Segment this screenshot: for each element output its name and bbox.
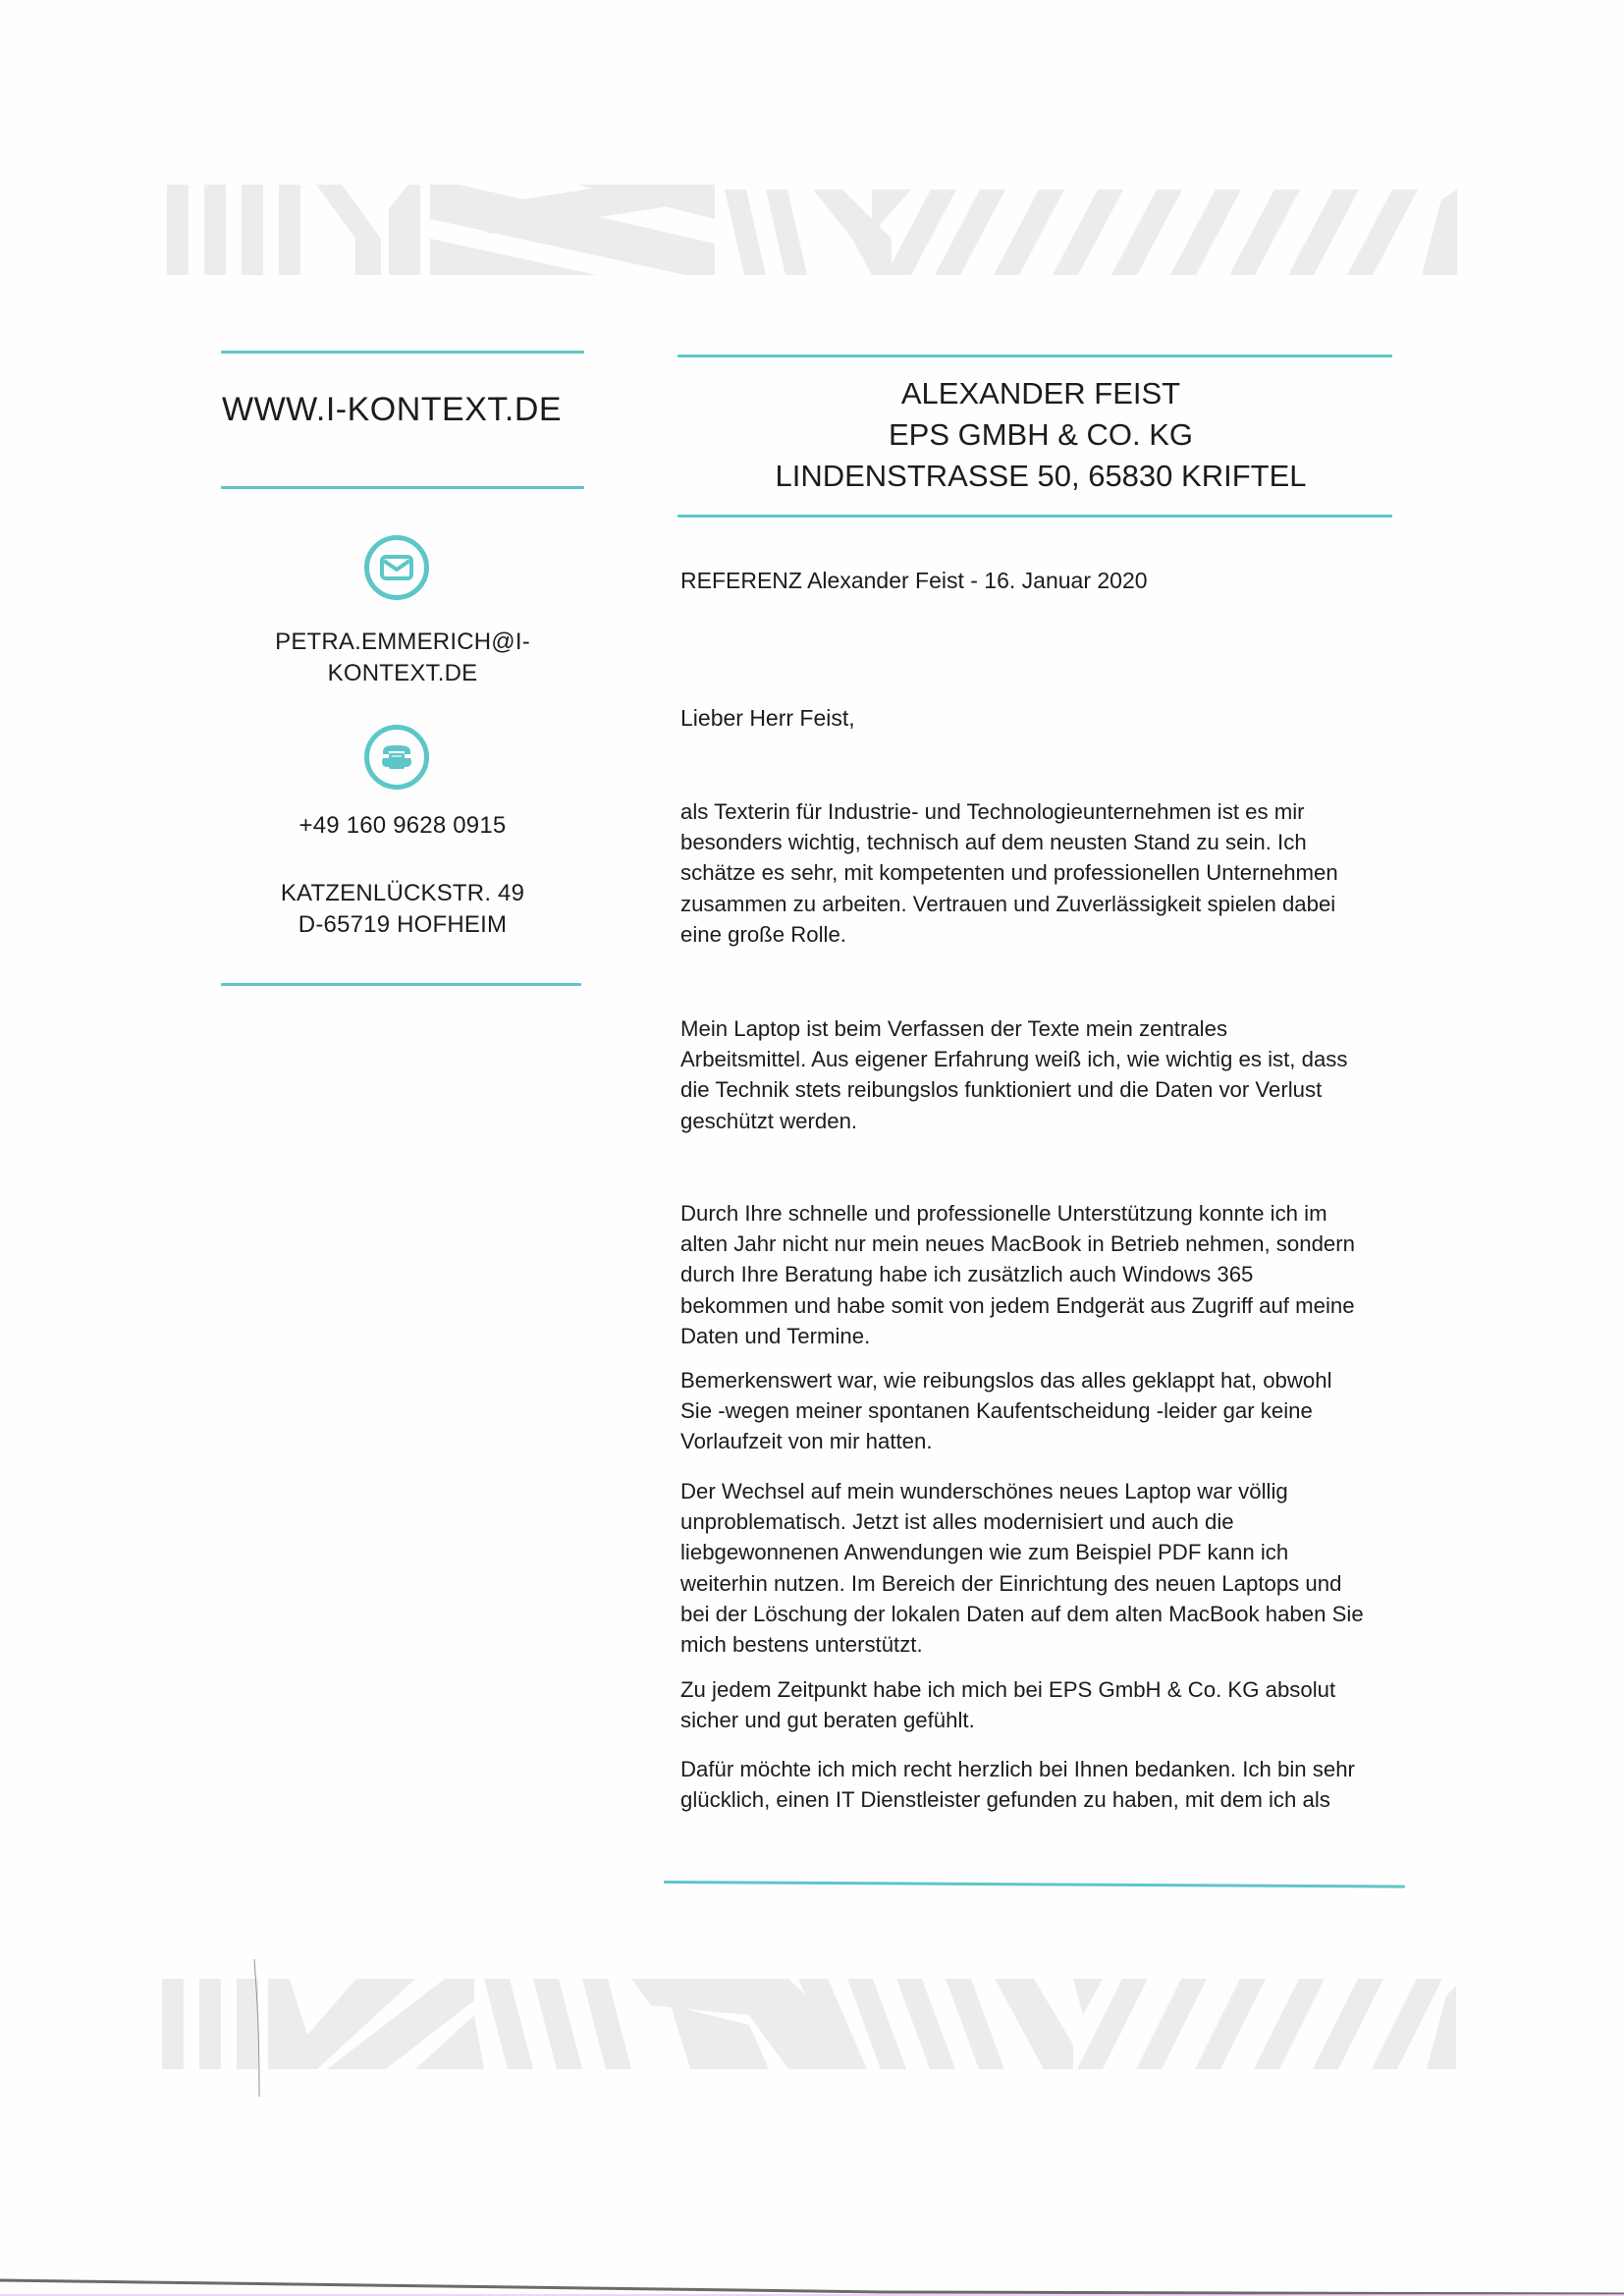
top-decorative-banner (165, 180, 1457, 278)
paragraph-line: besonders wichtig, technisch auf dem neusten Stand zu sein. Ich (680, 830, 1307, 855)
scan-edge-line (0, 2276, 1624, 2296)
paragraph-line: liebgewonnenen Anwendungen wie zum Beispiel PDF kann ich (680, 1540, 1289, 1565)
paragraph-line: Vorlaufzeit von mir hatten. (680, 1429, 933, 1454)
sidebar-bottom-rule (221, 983, 581, 986)
paragraph-3 (680, 1198, 1407, 1351)
reference-line: REFERENZ Alexander Feist - 16. Januar 2020 (680, 568, 1148, 593)
paragraph-line: Zu jedem Zeitpunkt habe ich mich bei EPS GmbH & Co. KG absolut (680, 1677, 1336, 1702)
paragraph-line: sicher und gut beraten gefühlt. (680, 1708, 975, 1733)
email-line-2: KONTEXT.DE (327, 660, 478, 686)
paragraph-line: unproblematisch. Jetzt ist alles modernisiert und auch die (680, 1509, 1234, 1535)
paragraph-line: Durch Ihre schnelle und professionelle Unterstützung konnte ich im (680, 1201, 1327, 1226)
envelope-icon (380, 555, 413, 580)
phone-icon-badge (364, 725, 429, 790)
paragraph-6 (680, 1674, 1407, 1735)
paragraph-line: Der Wechsel auf mein wunderschönes neues Laptop war völlig (680, 1479, 1288, 1503)
telephone-icon (379, 742, 414, 772)
address-street: KATZENLÜCKSTR. 49 (280, 880, 525, 906)
paragraph-line: die Technik stets reibungslos funktioniert und die Daten vor Verlust (680, 1077, 1323, 1103)
paragraph-line: bei der Löschung der lokalen Daten auf dem alten MacBook haben Sie (680, 1601, 1364, 1626)
paragraph-line: durch Ihre Beratung habe ich zusätzlich auch Windows 365 (680, 1262, 1254, 1287)
address-city: D-65719 HOFHEIM (298, 911, 508, 938)
paragraph-line: glücklich, einen IT Dienstleister gefunden zu haben, mit dem ich als (680, 1787, 1330, 1813)
paragraph-line: alten Jahr nicht nur mein neues MacBook in Betrieb nehmen, sondern (680, 1231, 1355, 1257)
paragraph-line: Bemerkenswert war, wie reibungslos das alles geklappt hat, obwohl (680, 1368, 1332, 1393)
paragraph-1 (680, 796, 1407, 950)
bottom-decorative-banner (160, 1976, 1456, 2072)
sidebar-website-bottom-rule (221, 486, 584, 489)
paragraph-line: Dafür möchte ich mich recht herzlich bei Ihnen bedanken. Ich bin sehr (680, 1757, 1355, 1781)
paragraph-line: schätze es sehr, mit kompetenten und professionellen Unternehmen (680, 860, 1338, 886)
recipient-name: ALEXANDER FEIST (900, 376, 1181, 410)
paragraph-7 (680, 1754, 1407, 1815)
paragraph-line: mich bestens unterstützt. (680, 1632, 923, 1658)
stripe-pattern-icon (165, 180, 1457, 278)
email-line-1: PETRA.EMMERICH@I- (275, 629, 530, 655)
phone-number[interactable]: +49 160 9628 0915 (298, 812, 507, 839)
recipient-top-rule (677, 355, 1392, 357)
paragraph-line: zusammen zu arbeiten. Vertrauen und Zuverlässigkeit spielen dabei (680, 891, 1336, 916)
paragraph-line: Daten und Termine. (680, 1323, 871, 1348)
sidebar-top-rule (221, 351, 584, 354)
email-address[interactable] (221, 627, 584, 689)
paragraph-4 (680, 1365, 1407, 1457)
paragraph-line: Mein Laptop ist beim Verfassen der Texte mein zentrales (680, 1016, 1228, 1041)
recipient-block (677, 373, 1404, 497)
paragraph-line: geschützt werden. (680, 1108, 858, 1133)
paragraph-line: Sie -wegen meiner spontanen Kaufentscheidung -leider gar keine (680, 1398, 1313, 1424)
sender-address (221, 878, 584, 941)
paragraph-5 (680, 1476, 1407, 1660)
stripe-pattern-icon (160, 1976, 1456, 2072)
paragraph-line: eine große Rolle. (680, 921, 846, 947)
paragraph-line: bekommen und habe somit von jedem Endgerät aus Zugriff auf meine (680, 1292, 1355, 1318)
email-icon-badge (364, 535, 429, 600)
scan-crease-line (253, 1959, 261, 2097)
salutation: Lieber Herr Feist, (680, 705, 855, 731)
paragraph-2 (680, 1013, 1407, 1136)
recipient-address: LINDENSTRASSE 50, 65830 KRIFTEL (775, 459, 1307, 493)
paragraph-line: als Texterin für Industrie- und Technologieunternehmen ist es mir (680, 799, 1305, 824)
website-link[interactable]: WWW.I-KONTEXT.DE (222, 391, 563, 428)
letter-bottom-rule (664, 1881, 1405, 1888)
recipient-bottom-rule (677, 515, 1392, 518)
paragraph-line: Arbeitsmittel. Aus eigener Erfahrung weiß ich, wie wichtig es ist, dass (680, 1047, 1348, 1072)
recipient-company: EPS GMBH & CO. KG (888, 417, 1194, 452)
paragraph-line: weiterhin nutzen. Im Bereich der Einrichtung des neuen Laptops und (680, 1570, 1342, 1596)
